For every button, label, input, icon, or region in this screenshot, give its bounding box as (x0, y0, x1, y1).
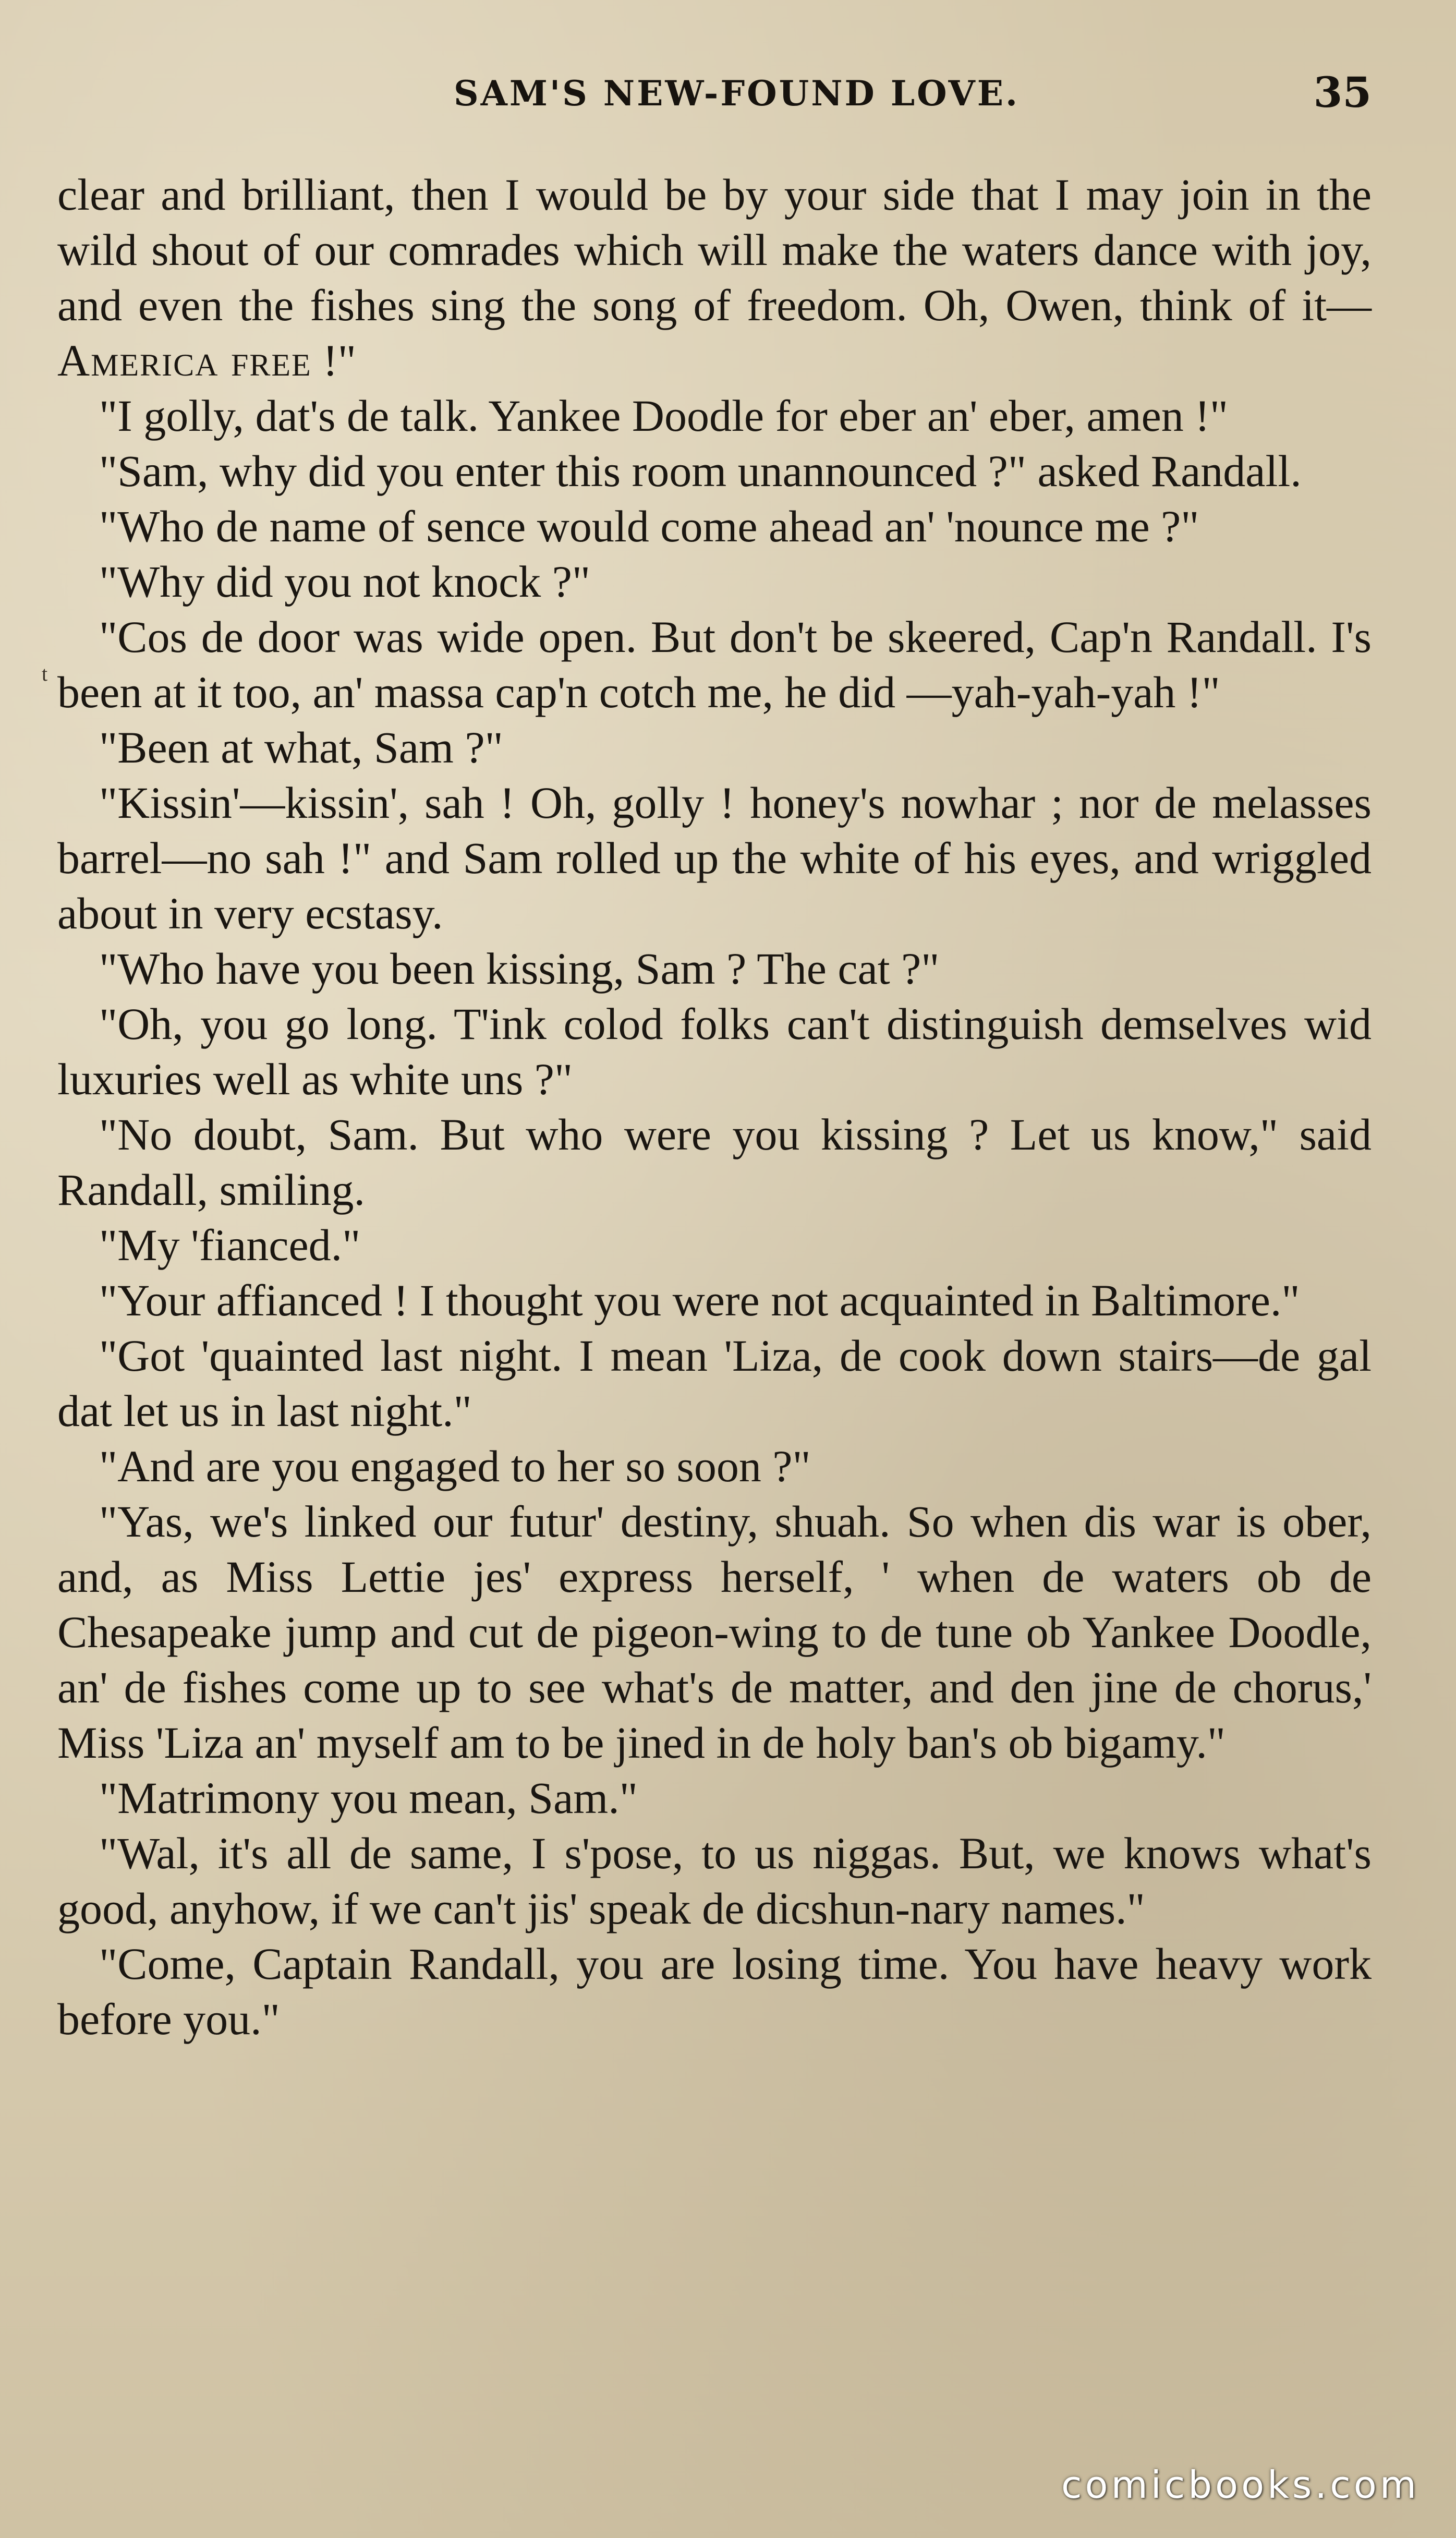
body-text (57, 167, 1372, 2047)
paragraph: "Why did you not knock ?" (99, 557, 591, 607)
paragraph: "Got 'quainted last night. I mean 'Liza, de cook down stairs—de gal dat let us in last night." (57, 1331, 1372, 1436)
paragraph: "Who de name of sence would come ahead an' 'nounce me ?" (99, 501, 1199, 551)
paragraph-text: !" (311, 335, 356, 385)
page-header (57, 68, 1372, 125)
paragraph (57, 167, 1372, 388)
paragraph: "Who have you been kissing, Sam ? The cat ?" (99, 944, 940, 994)
paragraph: "Wal, it's all de same, I s'pose, to us niggas. But, we knows what's good, anyhow, if we can't jis' speak de dicshun-nary names." (57, 1828, 1372, 1933)
paragraph: "Come, Captain Randall, you are losing time. You have heavy work before you." (57, 1939, 1372, 2044)
paragraph: "Sam, why did you enter this room unannounced ?" asked Randall. (99, 446, 1302, 496)
paragraph: "Yas, we's linked our futur' destiny, shuah. So when dis war is ober, and, as Miss Lettie jes' express herself, ' when de waters ob de Chesapeake jump and cut de pigeon-wing to de tune ob Yankee Doodle, an' de fishes come up to see what's de matter, and den jine de chorus,' Miss 'Liza an' myself am to be jined in de holy ban's ob bigamy." (57, 1496, 1372, 1768)
paragraph: "Been at what, Sam ?" (99, 722, 503, 772)
paragraph: "No doubt, Sam. But who were you kissing ? Let us know," said Randall, smiling. (57, 1109, 1372, 1215)
paragraph-text: clear and brilliant, then I would be by your side that I may join in the wild shout of our comrades which will make the waters dance with joy, and even the fishes sing the song of freedom. Oh, Owen, think of it— (57, 170, 1372, 330)
stray-mark: t (42, 662, 48, 685)
paragraph: "Kissin'—kissin', sah ! Oh, golly ! honey's nowhar ; nor de melasses barrel—no sah !" and Sam rolled up the white of his eyes, and wriggled about in very ecstasy. (57, 778, 1372, 938)
running-title: SAM'S NEW-FOUND LOVE. (454, 73, 1020, 114)
page-number: 35 (1313, 68, 1372, 117)
small-caps-phrase: America free (57, 335, 312, 385)
paragraph: "Cos de door was wide open. But don't be skeered, Cap'n Randall. I's been at it too, an' massa cap'n cotch me, he did —yah-yah-yah !" (57, 612, 1372, 717)
watermark: comicbooks.com (1061, 2463, 1419, 2507)
paragraph: "My 'fianced." (99, 1220, 361, 1270)
paragraph: "Your affianced ! I thought you were not acquainted in Baltimore." (99, 1275, 1300, 1325)
paragraph: "I golly, dat's de talk. Yankee Doodle for eber an' eber, amen !" (99, 391, 1229, 441)
paragraph: "Matrimony you mean, Sam." (99, 1773, 638, 1823)
paragraph: "And are you engaged to her so soon ?" (99, 1441, 811, 1491)
paragraph: "Oh, you go long. T'ink colod folks can't distinguish demselves wid luxuries well as white uns ?" (57, 999, 1372, 1104)
